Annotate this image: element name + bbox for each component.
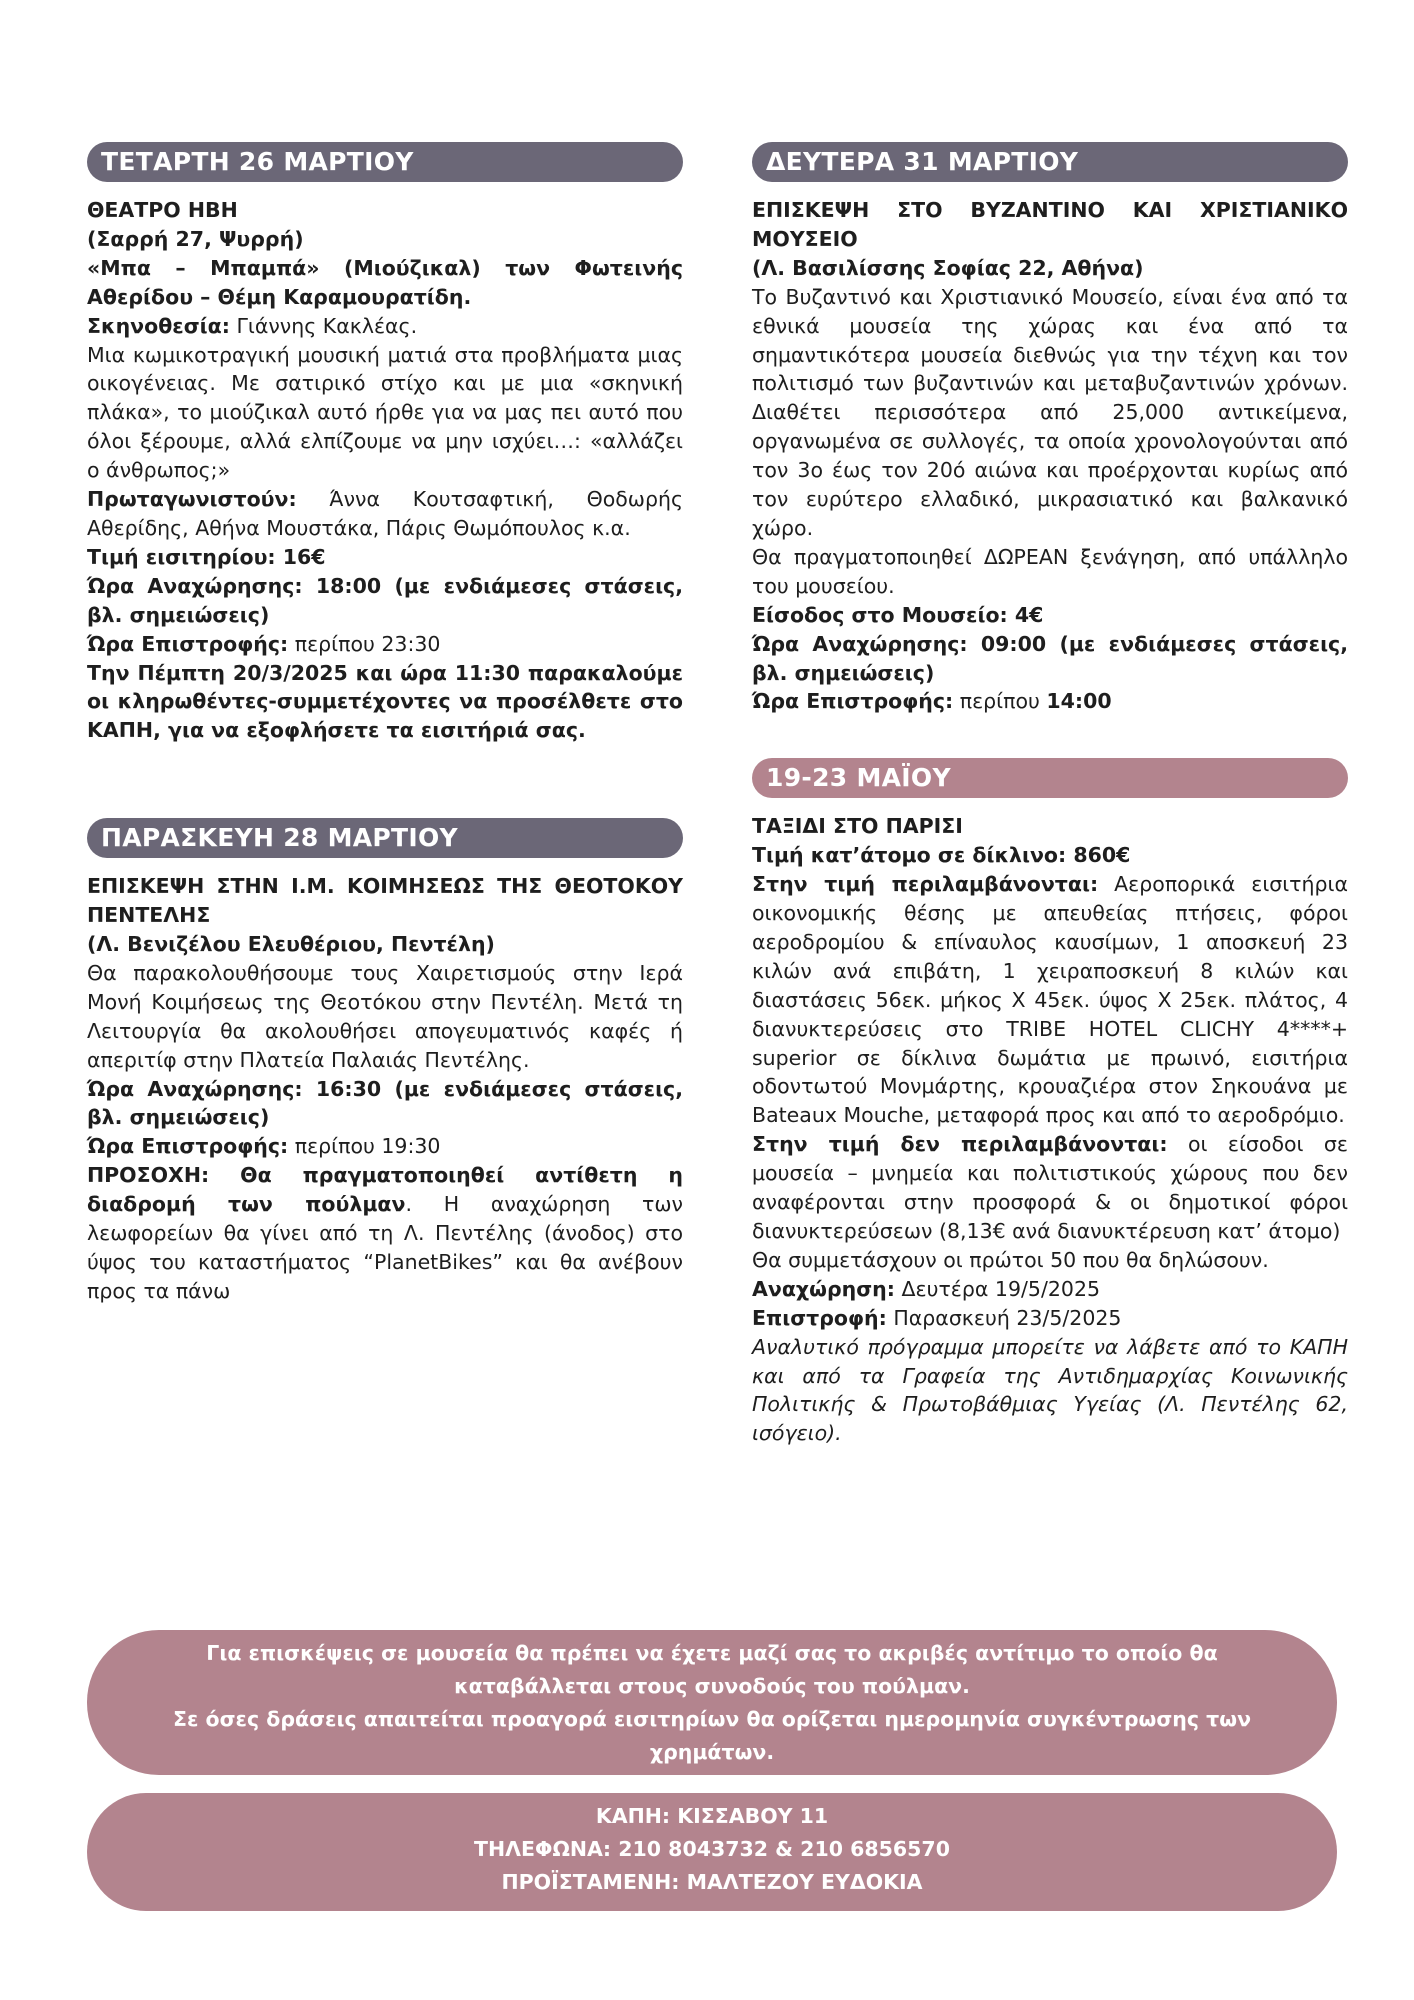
payment-notice: Την Πέμπτη 20/3/2025 και ώρα 11:30 παρακαλούμε οι κληρωθέντες-συμμετέχοντες να προσέλθετε στο ΚΑΠΗ, για να εξοφλήσετε τα εισιτήριά σας. — [87, 660, 683, 743]
attention-notice: ΠΡΟΣΟΧΗ: Θα πραγματοποιηθεί αντίθετη η διαδρομή των πούλμαν. Η αναχώρηση των λεωφορείων θα γίνει από τη Λ. Πεντέλης (άνοδος) στο ύψος του καταστήματος “PlanetBikes” και θα ανέβουν προς τα πάνω — [87, 1163, 683, 1303]
ticket-price: Τιμή εισιτηρίου: 16€ — [87, 544, 326, 569]
cast-line: Πρωταγωνιστούν: Άννα Κουτσαφτική, Θοδωρής Αθερίδης, Αθήνα Μουστάκα, Πάρις Θωμόπουλος κ.α. — [87, 487, 683, 540]
event-title: ΕΠΙΣΚΕΨΗ ΣΤΗΝ Ι.Μ. ΚΟΙΜΗΣΕΩΣ ΤΗΣ ΘΕΟΤΟΚΟΥ ΠΕΝΤΕΛΗΣ — [87, 874, 683, 928]
venue-address: (Σαρρή 27, Ψυρρή) — [87, 226, 304, 251]
event-address: (Λ. Βενιζέλου Ελευθέριου, Πεντέλη) — [87, 932, 495, 957]
departure-time: Ώρα Αναχώρησης: 18:00 (με ενδιάμεσες στάσεις, βλ. σημειώσεις) — [87, 573, 683, 627]
note-line-2: Σε όσες δράσεις απαιτείται προαγορά εισιτηρίων θα ορίζεται ημερομηνία συγκέντρωσης των χρημάτων. — [172, 1707, 1252, 1764]
includes-info: Στην τιμή περιλαμβάνονται: Αεροπορικά εισιτήρια οικονομικής θέσης με απευθείας πτήσεις, φόροι αεροδρομίου & επίναυλος καυσίμων, 1 αποσκευή 23 κιλών ανά επιβάτη, 1 χειραποσκευή 8 κιλών και διαστάσεις 56εκ. μήκος Χ 45εκ. ύψος Χ 25εκ. πλάτος, 4 διανυκτερεύσεις στο TRIBE HOTEL CLICHY 4****+ superior σε δίκλινα δωμάτια με πρωινό, εισιτήρια οδοντωτού Μονμάρτης, κρουαζιέρα στον Σηκουάνα με Bateaux Mouche, μεταφορά προς και από το αεροδρόμιο. — [752, 872, 1348, 1128]
event-body — [752, 812, 1348, 1448]
contact-phones: ΤΗΛΕΦΩΝΑ: 210 8043732 & 210 6856570 — [474, 1837, 950, 1861]
departure-date: Αναχώρηση: Δευτέρα 19/5/2025 — [752, 1276, 1101, 1301]
event-body — [87, 196, 683, 745]
program-info: Αναλυτικό πρόγραμμα μπορείτε να λάβετε από το ΚΑΠΗ και από τα Γραφεία της Αντιδημαρχίας Κοινωνικής Πολιτικής & Πρωτοβάθμιας Υγείας (Λ. Πεντέλης 62, ισόγειο). — [752, 1334, 1348, 1446]
note-line-1: Για επισκέψεις σε μουσεία θα πρέπει να έχετε μαζί σας το ακριβές αντίτιμο το οποίο θα καταβάλλεται στους συνοδούς του πούλμαν. — [206, 1641, 1218, 1698]
departure-time: Ώρα Αναχώρησης: 09:00 (με ενδιάμεσες στάσεις, βλ. σημειώσεις) — [752, 631, 1348, 685]
guide-info: Θα πραγματοποιηθεί ΔΩΡΕΑΝ ξενάγηση, από υπάλληλο του μουσείου. — [752, 544, 1348, 598]
contact-address: ΚΑΠΗ: ΚΙΣΣΑΒΟΥ 11 — [595, 1804, 829, 1828]
event-museum — [752, 142, 1348, 716]
event-theatre — [87, 142, 683, 745]
event-body — [752, 196, 1348, 716]
date-header: 19-23 ΜΑΪΟΥ — [752, 758, 1348, 798]
date-header: ΤΕΤΑΡΤΗ 26 ΜΑΡΤΙΟΥ — [87, 142, 683, 182]
excludes-info: Στην τιμή δεν περιλαμβάνονται: οι είσοδοι σε μουσεία – μνημεία και πολιτιστικούς χώρους που δεν αναφέρονται στην προσφορά & οι δημοτικοί φόροι διανυκτερεύσεων (8,13€ ανά διανυκτέρευση κατ’ άτομο) — [752, 1132, 1348, 1243]
return-date: Επιστροφή: Παρασκευή 23/5/2025 — [752, 1305, 1122, 1330]
museum-note-box — [87, 1630, 1337, 1775]
contact-box — [87, 1793, 1337, 1911]
event-body — [87, 872, 683, 1306]
departure-time: Ώρα Αναχώρησης: 16:30 (με ενδιάμεσες στάσεις, βλ. σημειώσεις) — [87, 1076, 683, 1130]
left-column — [87, 142, 683, 1306]
event-title: ΕΠΙΣΚΕΨΗ ΣΤΟ ΒΥΖΑΝΤΙΝΟ ΚΑΙ ΧΡΙΣΤΙΑΝΙΚΟ ΜΟΥΣΕΙΟ — [752, 198, 1348, 251]
show-title: «Μπα – Μπαμπά» (Μιούζικαλ) των Φωτεινής Αθερίδου – Θέμη Καραμουρατίδη. — [87, 255, 683, 309]
entry-price: Είσοδος στο Μουσείο: 4€ — [752, 602, 1044, 627]
trip-price: Τιμή κατ’άτομο σε δίκλινο: 860€ — [752, 843, 1131, 868]
event-description: Το Βυζαντινό και Χριστιανικό Μουσείο, είναι ένα από τα εθνικά μουσεία της χώρας και ένα από τα σημαντικότερα μουσεία διεθνώς για την τέχνη και τον πολιτισμό των βυζαντινών και μεταβυζαντινών χρόνων. Διαθέτει περισσότερα από 25,000 αντικείμενα, οργανωμένα σε συλλογές, τα οποία χρονολογούνται από τον 3ο έως τον 20ό αιώνα και προέρχονται κυρίως από τον ευρύτερο ελλαδικό, μικρασιατικό και βαλκανικό χώρο. — [752, 284, 1348, 540]
date-header: ΠΑΡΑΣΚΕΥΗ 28 ΜΑΡΤΙΟΥ — [87, 818, 683, 858]
date-header: ΔΕΥΤΕΡΑ 31 ΜΑΡΤΙΟΥ — [752, 142, 1348, 182]
participants-info: Θα συμμετάσχουν οι πρώτοι 50 που θα δηλώσουν. — [752, 1247, 1269, 1272]
right-column — [752, 142, 1348, 1448]
return-time: Ώρα Επιστροφής: περίπου 14:00 — [752, 689, 1112, 714]
event-address: (Λ. Βασιλίσσης Σοφίας 22, Αθήνα) — [752, 255, 1144, 280]
return-time: Ώρα Επιστροφής: περίπου 23:30 — [87, 631, 441, 656]
event-monastery — [87, 818, 683, 1306]
event-title: ΤΑΞΙΔΙ ΣΤΟ ΠΑΡΙΣΙ — [752, 814, 963, 839]
direction-line: Σκηνοθεσία: Γιάννης Κακλέας. — [87, 313, 418, 338]
event-paris-trip — [752, 758, 1348, 1448]
venue-title: ΘΕΑΤΡΟ ΗΒΗ — [87, 198, 238, 222]
return-time: Ώρα Επιστροφής: περίπου 19:30 — [87, 1134, 441, 1159]
event-description: Θα παρακολουθήσουμε τους Χαιρετισμούς στην Ιερά Μονή Κοιμήσεως της Θεοτόκου στην Πεντέλη. Μετά τη Λειτουργία θα ακολουθήσει απογευματινός καφές ή απεριτίφ στην Πλατεία Παλαιάς Πεντέλης. — [87, 960, 683, 1072]
event-description: Μια κωμικοτραγική μουσική ματιά στα προβλήματα μιας οικογένειας. Με σατιρικό στίχο και με μια «σκηνική πλάκα», το μιούζικαλ αυτό ήρθε για να μας πει αυτό που όλοι ξέρουμε, αλλά ελπίζουμε να μην ισχύει…: «αλλάζει ο άνθρωπος;» — [87, 342, 683, 483]
contact-head: ΠΡΟΪΣΤΑΜΕΝΗ: ΜΑΛΤΕΖΟΥ ΕΥΔΟΚΙΑ — [501, 1870, 923, 1894]
